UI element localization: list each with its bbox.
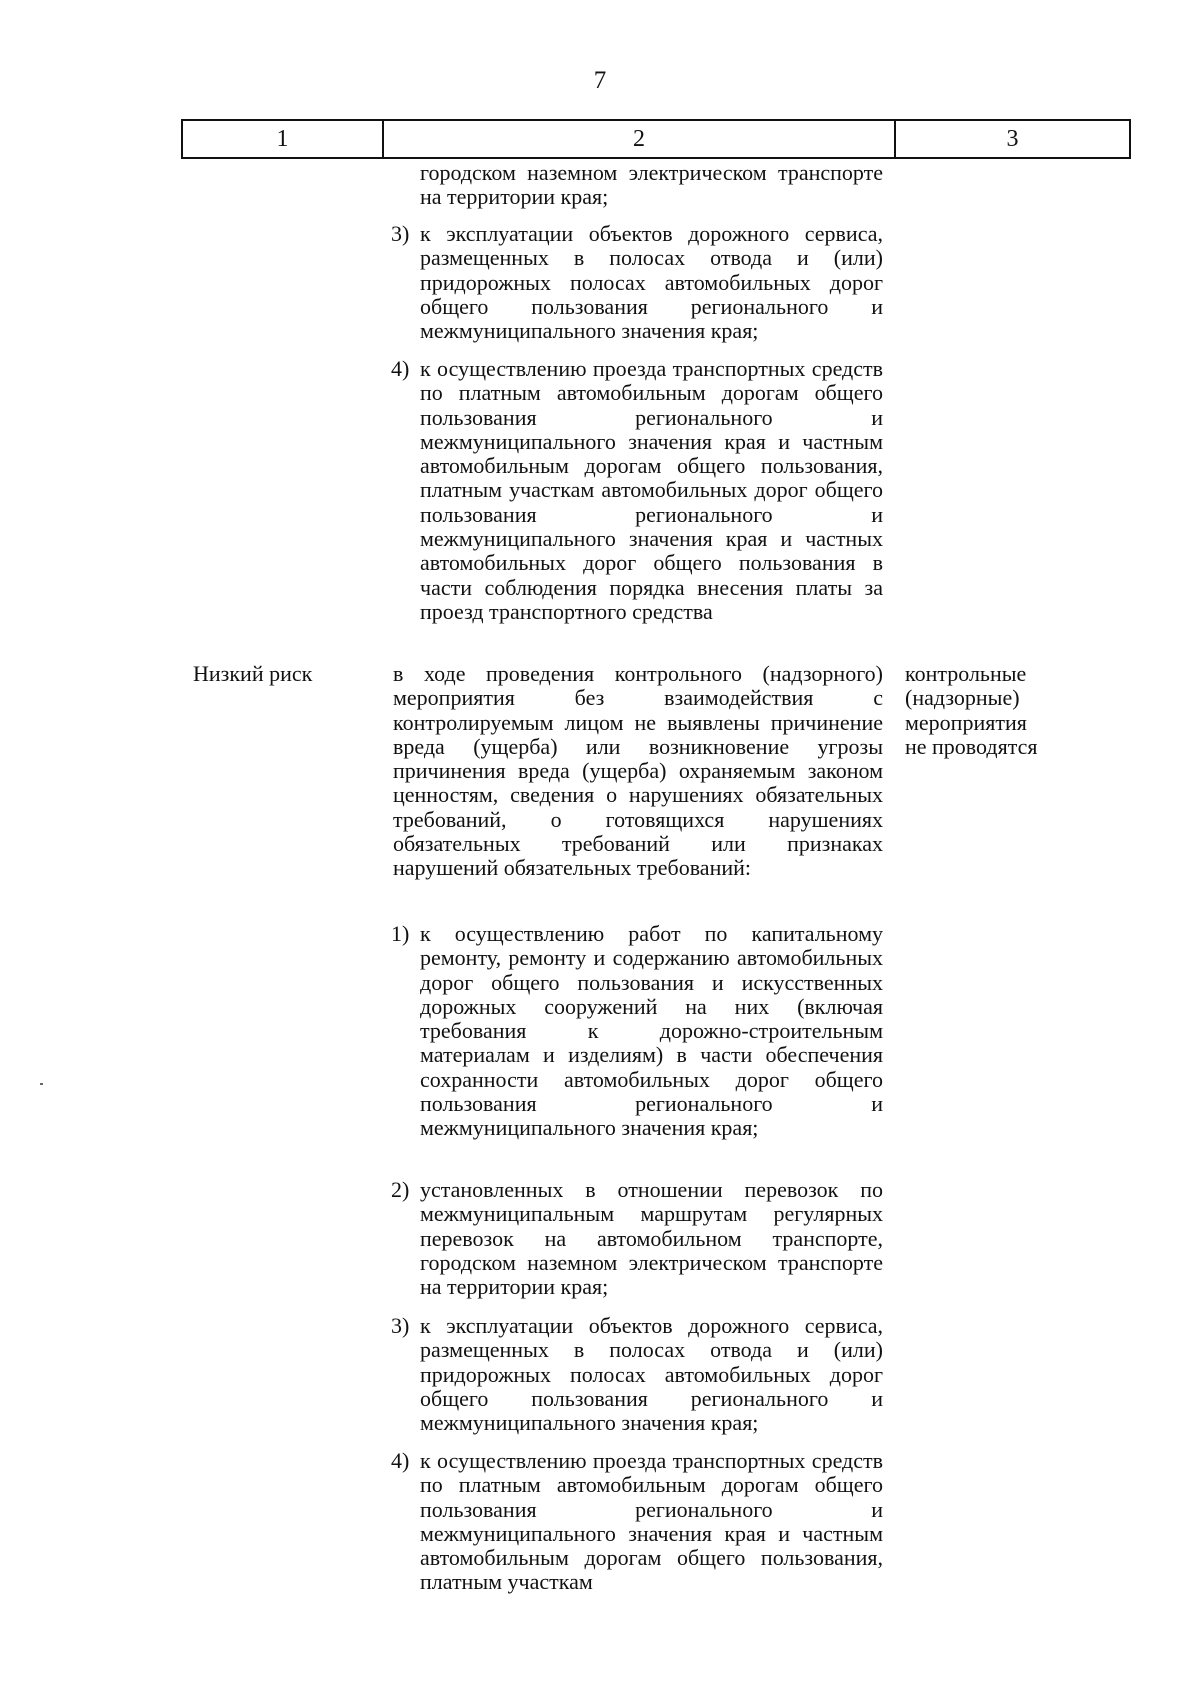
continuation-item-3-text: к эксплуатации объектов дорожного сервиса, размещенных в полосах отвода и (или) придорожных полосах автомобильных дорог общего пользования регионального и межмуниципального значения края; bbox=[420, 221, 883, 344]
low-risk-measures-line-3: мероприятия bbox=[905, 709, 1027, 735]
low-risk-item-3-text: к эксплуатации объектов дорожного сервиса, размещенных в полосах отвода и (или) придорожных полосах автомобильных дорог общего пользования регионального и межмуниципального значения края; bbox=[420, 1313, 883, 1436]
header-col-3: 3 bbox=[1006, 125, 1019, 152]
header-col-1: 1 bbox=[183, 121, 384, 157]
low-risk-measures-line-4: не проводятся bbox=[905, 733, 1038, 759]
risk-category-low: Низкий риск bbox=[193, 661, 313, 686]
continuation-item-4-number: 4) bbox=[391, 356, 410, 381]
low-risk-item-2-text: установленных в отношении перевозок по межмуниципальным маршрутам регулярных перевозок на автомобильном транспорте, городском наземном электрическом транспорте на территории края; bbox=[420, 1177, 883, 1300]
low-risk-measures-line-1: контрольные bbox=[905, 661, 1027, 686]
low-risk-item-2-number: 2) bbox=[391, 1177, 410, 1202]
low-risk-item-4-text: к осуществлению проезда транспортных средств по платным автомобильным дорогам общего пользования регионального и межмуниципального значения края и частным автомобильным дорогам общего пользования, платным участкам bbox=[420, 1448, 883, 1595]
table-header-row bbox=[181, 119, 1131, 159]
low-risk-intro-text: в ходе проведения контрольного (надзорного) мероприятия без взаимодействия с контролируемым лицом не выявлены причинение вреда (ущерба) или возникновение угрозы причинения вреда (ущерба) охраняемым законом ценностям, сведения о нарушениях обязательных требований, о готовящихся нарушениях обязательных требований или признаках нарушений обязательных требований: bbox=[393, 661, 883, 881]
low-risk-measures-line-2: (надзорные) bbox=[905, 685, 1020, 711]
scan-artifact-dot bbox=[40, 1083, 43, 1085]
page-number: 7 bbox=[593, 67, 607, 94]
low-risk-measures bbox=[905, 662, 1105, 759]
continuation-item-4-text: к осуществлению проезда транспортных средств по платным автомобильным дорогам общего пользования регионального и межмуниципального значения края и частным автомобильным дорогам общего пользования, платным участкам автомобильных дорог общего пользования регионального и межмуниципального значения края и частных автомобильных дорог общего пользования в части соблюдения порядка внесения платы за проезд транспортного средства bbox=[420, 356, 883, 624]
header-col-2: 2 bbox=[384, 121, 896, 157]
continuation-item-3-number: 3) bbox=[391, 221, 410, 246]
low-risk-item-3-number: 3) bbox=[391, 1313, 410, 1338]
low-risk-item-4-number: 4) bbox=[391, 1448, 410, 1473]
low-risk-item-1-text: к осуществлению работ по капитальному ремонту, ремонту и содержанию автомобильных дорог общего пользования и искусственных дорожных сооружений на них (включая требования к дорожно-строительным материалам и изделиям) в части обеспечения сохранности автомобильных дорог общего пользования регионального и межмуниципального значения края; bbox=[420, 921, 883, 1141]
low-risk-item-1-number: 1) bbox=[391, 921, 410, 946]
continuation-tail-text: городском наземном электрическом транспорте на территории края; bbox=[420, 160, 883, 210]
